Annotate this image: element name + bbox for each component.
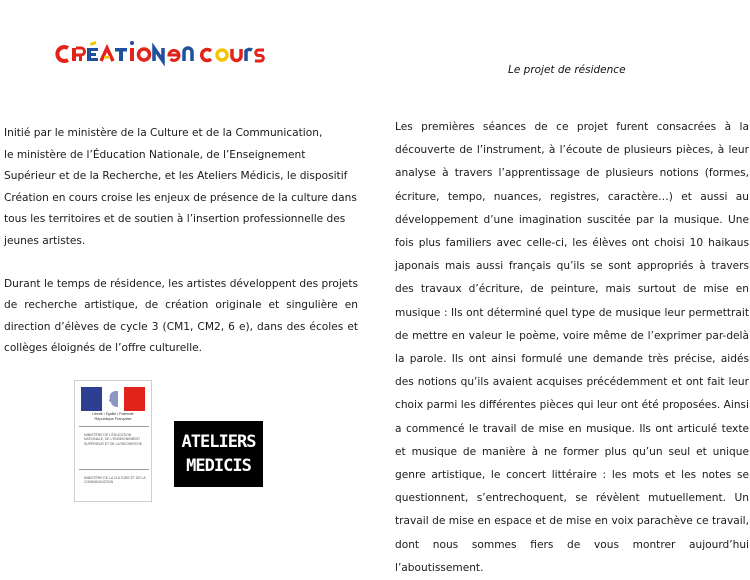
marianne-profile-icon bbox=[106, 390, 120, 408]
republic-motto: Liberté • Égalité • Fraternité bbox=[92, 412, 134, 416]
section-title: Le projet de résidence bbox=[508, 64, 626, 76]
residency-paragraph: Durant le temps de résidence, les artistes développent des projets de recherche artistique, de création originale et singulière en direction d’élèves de cycle 3 (CM1, CM2, 6 e), dans des écoles et collèges éloignés de l’offre culturelle. bbox=[4, 277, 358, 355]
creation-en-cours-logo-artwork bbox=[54, 38, 304, 72]
republic-name: République Française bbox=[94, 417, 132, 421]
intro-line: Initié par le ministère de la Culture et de la Communication, bbox=[4, 127, 323, 139]
ateliers-logo-line2: MEDICIS bbox=[186, 456, 251, 476]
creation-en-cours-logo bbox=[54, 38, 304, 72]
divider bbox=[79, 469, 149, 470]
intro-line: Supérieur et de la Recherche, et les Ateliers Médicis, le dispositif bbox=[4, 170, 348, 183]
intro-line: jeunes artistes. bbox=[4, 234, 86, 247]
ateliers-medicis-logo bbox=[174, 421, 263, 487]
intro-line: tous les territoires et de soutien à l’insertion professionnelle des bbox=[4, 213, 346, 226]
ministries-logo bbox=[74, 380, 152, 502]
ministry-culture-label: MINISTÈRE DE LA CULTURE ET DE LA COMMUNICATION bbox=[84, 476, 146, 485]
ministry-education-label: MINISTÈRE DE L’ÉDUCATION NATIONALE, DE L’ENSEIGNEMENT SUPÉRIEUR ET DE LA RECHERCHE bbox=[84, 433, 142, 446]
tricolor-flag-icon bbox=[81, 387, 145, 411]
project-description: Les premières séances de ce projet furent consacrées à la découverte de l’instrument, à l’écoute de plusieurs pièces, à leur analyse à travers l’apprentissage de plusieurs notions (formes, écriture, tempo, nuances, registres, caractère…) et aussi au développement d’une imagination suscitée par la musique. Une fois plus familiers avec celle-ci, les élèves ont choisi 10 haikaus japonais mais aussi français qu’ils se sont appropriés à travers des travaux d’écriture, de peinture, mais surtout de mise en musique : Ils ont déterminé quel type de musique leur permettrait de mettre en valeur le poème, voire même de l’exprimer par-delà la parole. Ils ont ainsi formulé une demande très précise, aidés des notions qu’ils avaient acquises précédemment et ont fait leur choix parmi les différentes pièces qui leur ont été proposées. Ainsi a commencé le travail de mise en musique. Ils ont articulé texte et musique de manière à ne former plus qu’un seul et unique genre artistique, le concert littéraire : les mots et les notes se questionnent, s’entrechoquent, se révèlent mutuellement. Un travail de mise en espace et de mise en voix parachève ce travail, dont nous sommes fiers de vous montrer aujourd’hui l’aboutissement. bbox=[395, 121, 749, 574]
divider bbox=[79, 426, 149, 427]
ateliers-logo-line1: ATELIERS bbox=[181, 432, 256, 452]
intro-line: Création en cours croise les enjeux de présence de la culture dans bbox=[4, 191, 357, 204]
intro-text-block bbox=[4, 123, 358, 381]
intro-paragraph bbox=[4, 123, 358, 253]
intro-line: le ministère de l’Éducation Nationale, de l’Enseignement bbox=[4, 148, 306, 161]
